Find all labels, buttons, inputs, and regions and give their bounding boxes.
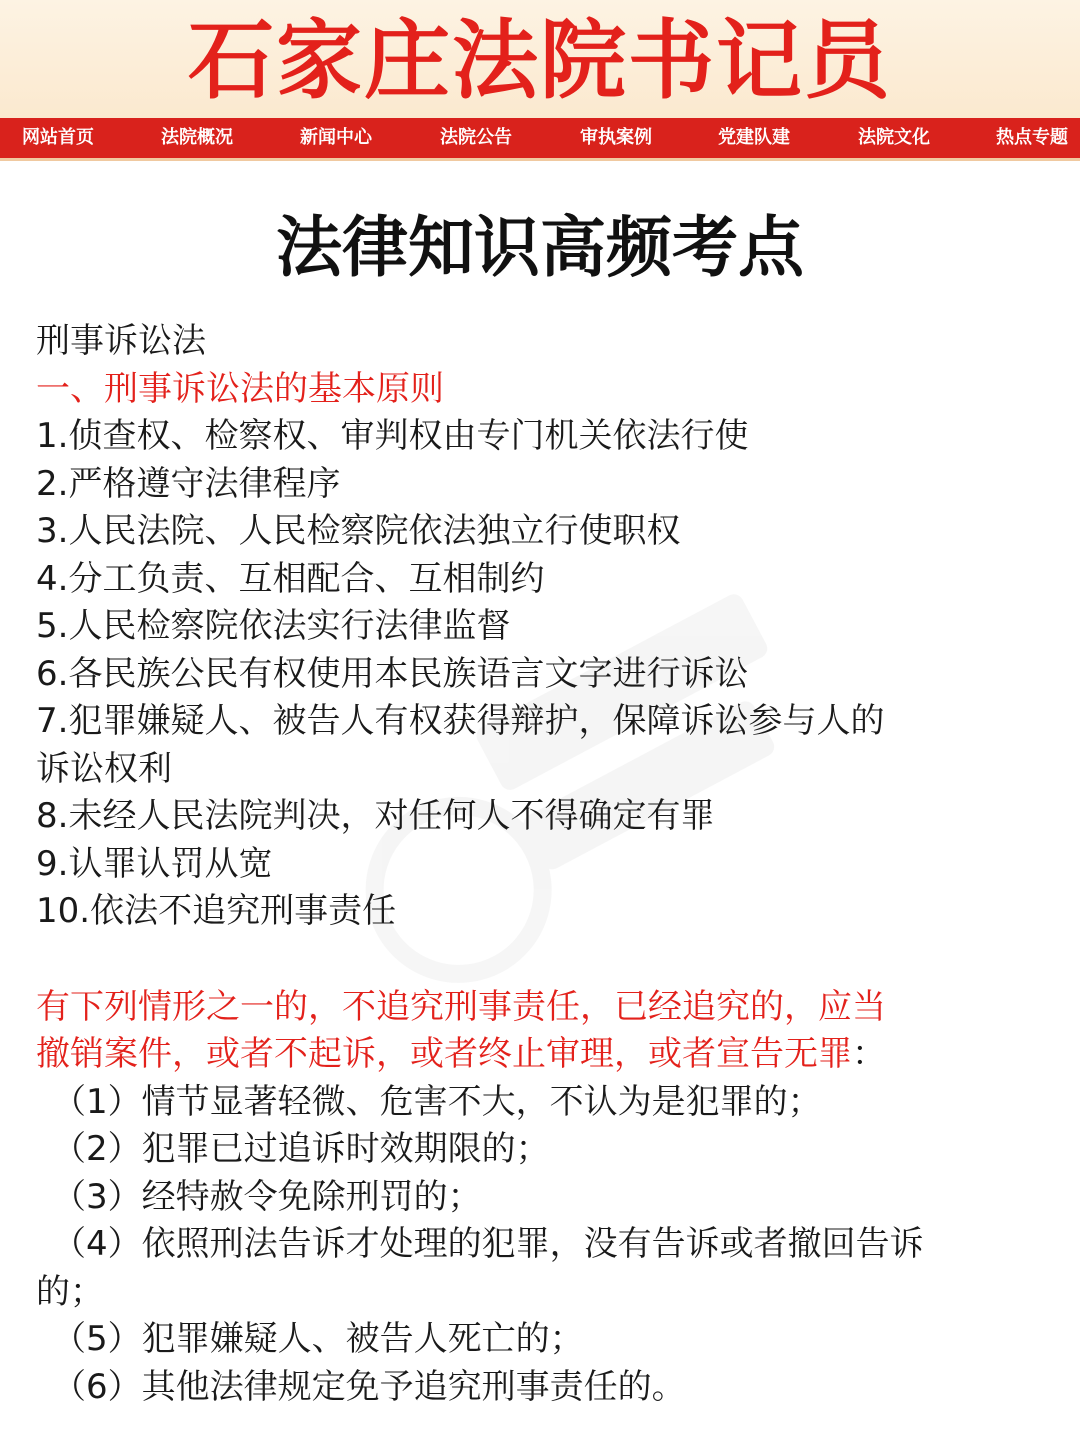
article-body	[36, 318, 1056, 1411]
principle-item: 9.认罪认罚从宽	[36, 843, 273, 884]
nav-item-party-building[interactable]: 党建队建	[718, 127, 790, 148]
nav-item-home[interactable]: 网站首页	[22, 127, 94, 148]
nav-item-hot-topics[interactable]: 热点专题	[996, 127, 1068, 148]
nav-item-court-notices[interactable]: 法院公告	[440, 127, 512, 148]
nav-item-court-culture[interactable]: 法院文化	[858, 127, 930, 148]
principle-item: 4.分工负责、互相配合、互相制约	[36, 558, 545, 599]
principle-item: 10.依法不追究刑事责任	[36, 891, 397, 931]
rule-case-item: （3）经特赦令免除刑罚的；	[52, 1176, 482, 1217]
rule-case-item-continued: 的；	[36, 1271, 104, 1312]
rule-intro-text: 撤销案件，或者不起诉，或者终止审理，或者宣告无罪	[36, 1034, 852, 1074]
page-title: 法律知识高频考点	[276, 209, 804, 286]
spacer	[36, 936, 1056, 984]
rule-intro-line-2	[36, 1031, 1056, 1079]
nav-item-news-center[interactable]: 新闻中心	[300, 127, 372, 148]
rule-case-item: （1）情节显著轻微、危害不大，不认为是犯罪的；	[52, 1081, 822, 1122]
principle-item-continued: 诉讼权利	[36, 748, 172, 789]
nav-item-cases[interactable]: 审执案例	[580, 127, 652, 148]
rule-case-item: （5）犯罪嫌疑人、被告人死亡的；	[52, 1319, 584, 1359]
rule-intro-line-1: 有下列情形之一的，不追究刑事责任，已经追究的，应当	[36, 986, 886, 1027]
nav-item-court-overview[interactable]: 法院概况	[161, 127, 233, 148]
principle-item: 8.未经人民法院判决，对任何人不得确定有罪	[36, 796, 715, 836]
rule-case-item: （4）依照刑法告诉才处理的犯罪，没有告诉或者撤回告诉	[52, 1224, 924, 1264]
site-title: 石家庄法院书记员	[188, 11, 892, 111]
principle-item: 3.人民法院、人民检察院依法独立行使职权	[36, 511, 681, 551]
rule-intro-colon: ：	[852, 1034, 886, 1074]
section-heading: 一、刑事诉讼法的基本原则	[36, 368, 444, 409]
rule-case-item: （6）其他法律规定免予追究刑事责任的。	[52, 1366, 686, 1407]
header-banner	[0, 0, 1080, 118]
subject-label: 刑事诉讼法	[36, 321, 206, 361]
principle-item: 6.各民族公民有权使用本民族语言文字进行诉讼	[36, 653, 749, 694]
rule-case-item: （2）犯罪已过追诉时效期限的；	[52, 1129, 550, 1169]
principle-item: 2.严格遵守法律程序	[36, 463, 341, 504]
main-nav	[0, 118, 1080, 161]
principle-item: 5.人民检察院依法实行法律监督	[36, 606, 511, 646]
principle-item: 7.犯罪嫌疑人、被告人有权获得辩护，保障诉讼参与人的	[36, 701, 885, 741]
principle-item: 1.侦查权、检察权、审判权由专门机关依法行使	[36, 416, 749, 456]
